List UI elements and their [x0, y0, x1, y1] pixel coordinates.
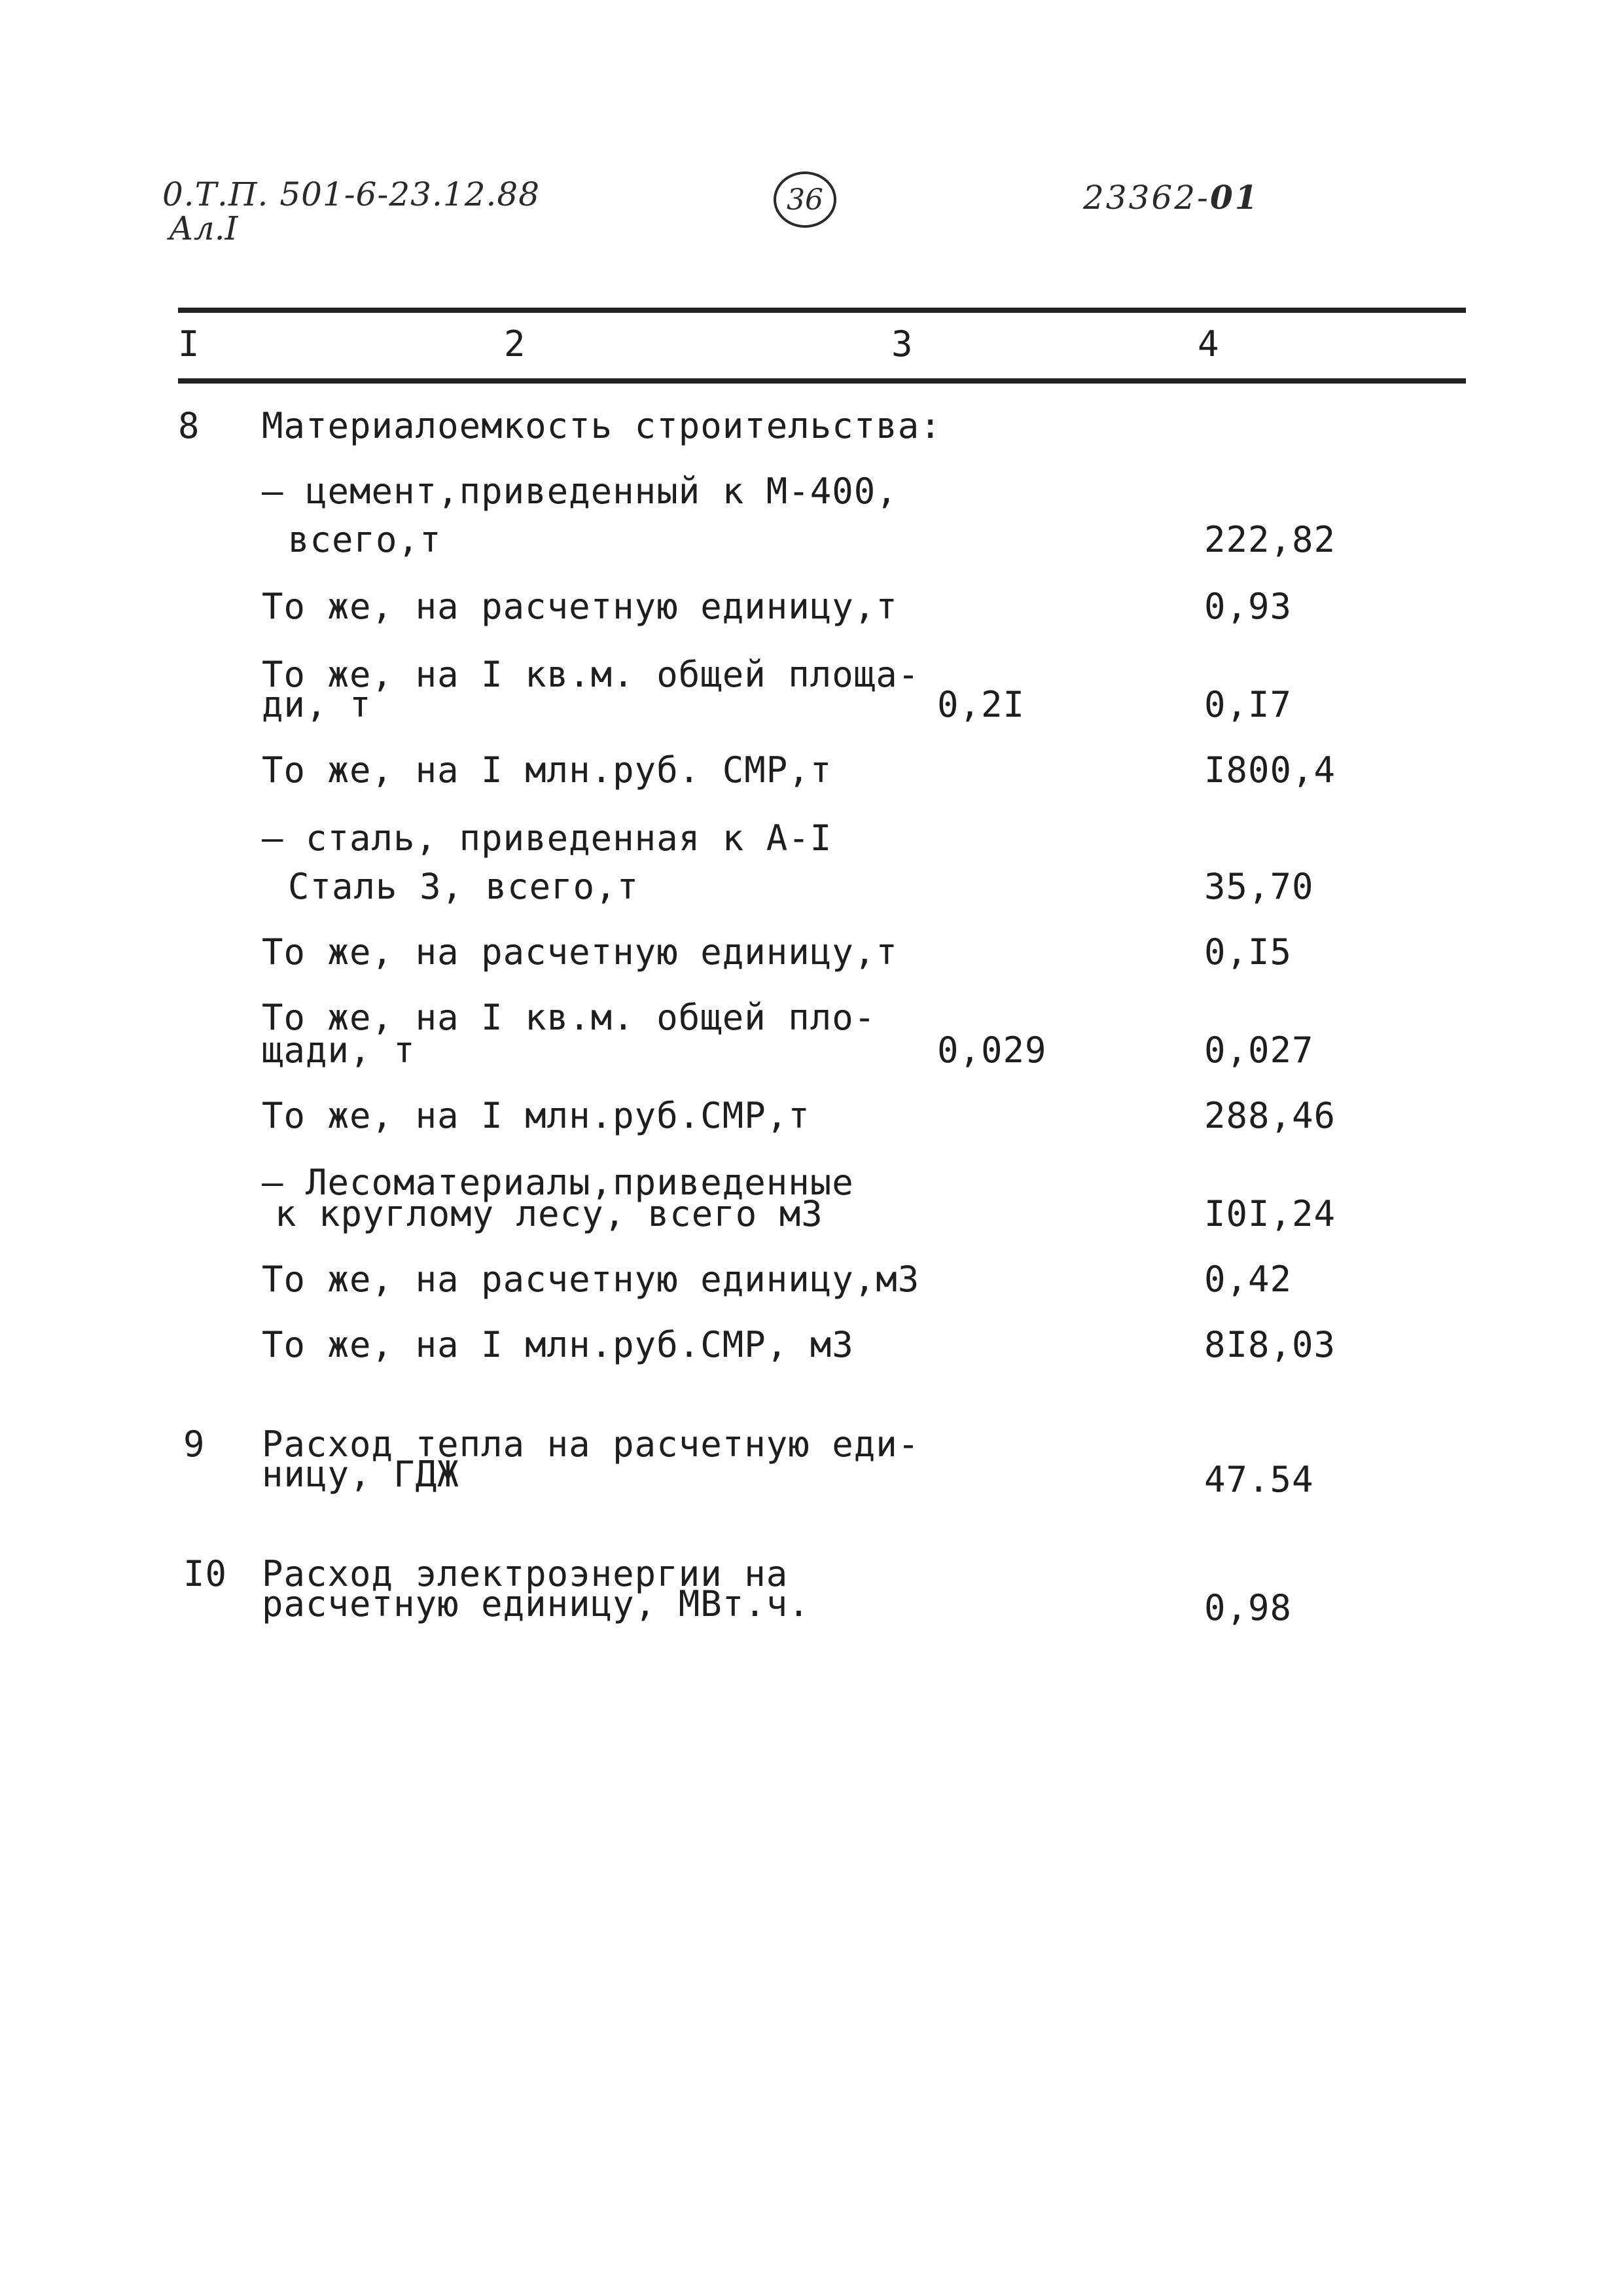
row-number: I0: [183, 1553, 228, 1594]
value-col4: 0,027: [1204, 1030, 1314, 1071]
row-description: Расход тепла на расчетную еди-: [262, 1424, 920, 1465]
column-header-2: 2: [504, 323, 526, 365]
row-description: ди, т: [262, 684, 372, 725]
row-description: – Лесоматериалы,приведенные: [262, 1162, 854, 1203]
value-col4: 35,70: [1204, 866, 1314, 907]
value-col4: 288,46: [1204, 1095, 1336, 1136]
document-code-suffix: 01: [1209, 178, 1260, 217]
value-col4: 47.54: [1204, 1459, 1314, 1500]
document-code: [1083, 178, 1260, 217]
document-code-main: 23362-: [1083, 179, 1210, 217]
table-header-rule: [178, 378, 1466, 384]
value-col4: 8I8,03: [1204, 1324, 1336, 1365]
row-description: Сталь 3, всего,т: [288, 866, 639, 907]
row-description: То же, на расчетную единицу,т: [262, 586, 898, 627]
row-description: То же, на I млн.руб.СМР, м3: [262, 1324, 854, 1365]
value-col4: 222,82: [1204, 519, 1336, 560]
sheet-label: Ал.I: [169, 209, 238, 247]
row-description: То же, на расчетную единицу,м3: [262, 1259, 920, 1300]
row-description: Материалоемкость строительства:: [262, 405, 942, 446]
row-number: 9: [183, 1424, 205, 1465]
value-col4: 0,93: [1204, 586, 1293, 627]
page-number: 36: [787, 183, 823, 217]
row-number: 8: [178, 405, 200, 446]
row-description: Расход электроэнергии на: [262, 1553, 789, 1594]
page-number-circle: [774, 171, 836, 228]
row-description: расчетную единицу, МВт.ч.: [262, 1583, 810, 1624]
row-description: щади, т: [262, 1030, 416, 1071]
value-col4: I0I,24: [1204, 1193, 1336, 1234]
value-col3: 0,2I: [937, 684, 1026, 725]
value-col4: I800,4: [1204, 749, 1336, 791]
row-description: То же, на I кв.м. общей площа-: [262, 654, 920, 695]
column-header-1: I: [178, 323, 200, 365]
row-description: То же, на I кв.м. общей пло-: [262, 997, 876, 1038]
document-reference: 0.Т.П. 501-6-23.12.88: [162, 175, 541, 213]
value-col4: 0,42: [1204, 1259, 1293, 1300]
value-col4: 0,98: [1204, 1587, 1293, 1628]
row-description: – цемент,приведенный к М-400,: [262, 471, 898, 512]
row-description: ницу, ГДЖ: [262, 1454, 459, 1495]
value-col4: 0,I7: [1204, 684, 1293, 725]
row-description: То же, на I млн.руб.СМР,т: [262, 1095, 810, 1136]
table-top-rule: [178, 308, 1466, 313]
column-header-4: 4: [1198, 323, 1219, 365]
row-description: То же, на расчетную единицу,т: [262, 931, 898, 973]
column-header-3: 3: [891, 323, 913, 365]
value-col4: 0,I5: [1204, 931, 1293, 973]
row-description: всего,т: [288, 519, 442, 560]
row-description: То же, на I млн.руб. СМР,т: [262, 749, 832, 791]
row-description: к круглому лесу, всего м3: [275, 1193, 823, 1234]
row-description: – сталь, приведенная к А-I: [262, 817, 832, 859]
value-col3: 0,029: [937, 1030, 1047, 1071]
